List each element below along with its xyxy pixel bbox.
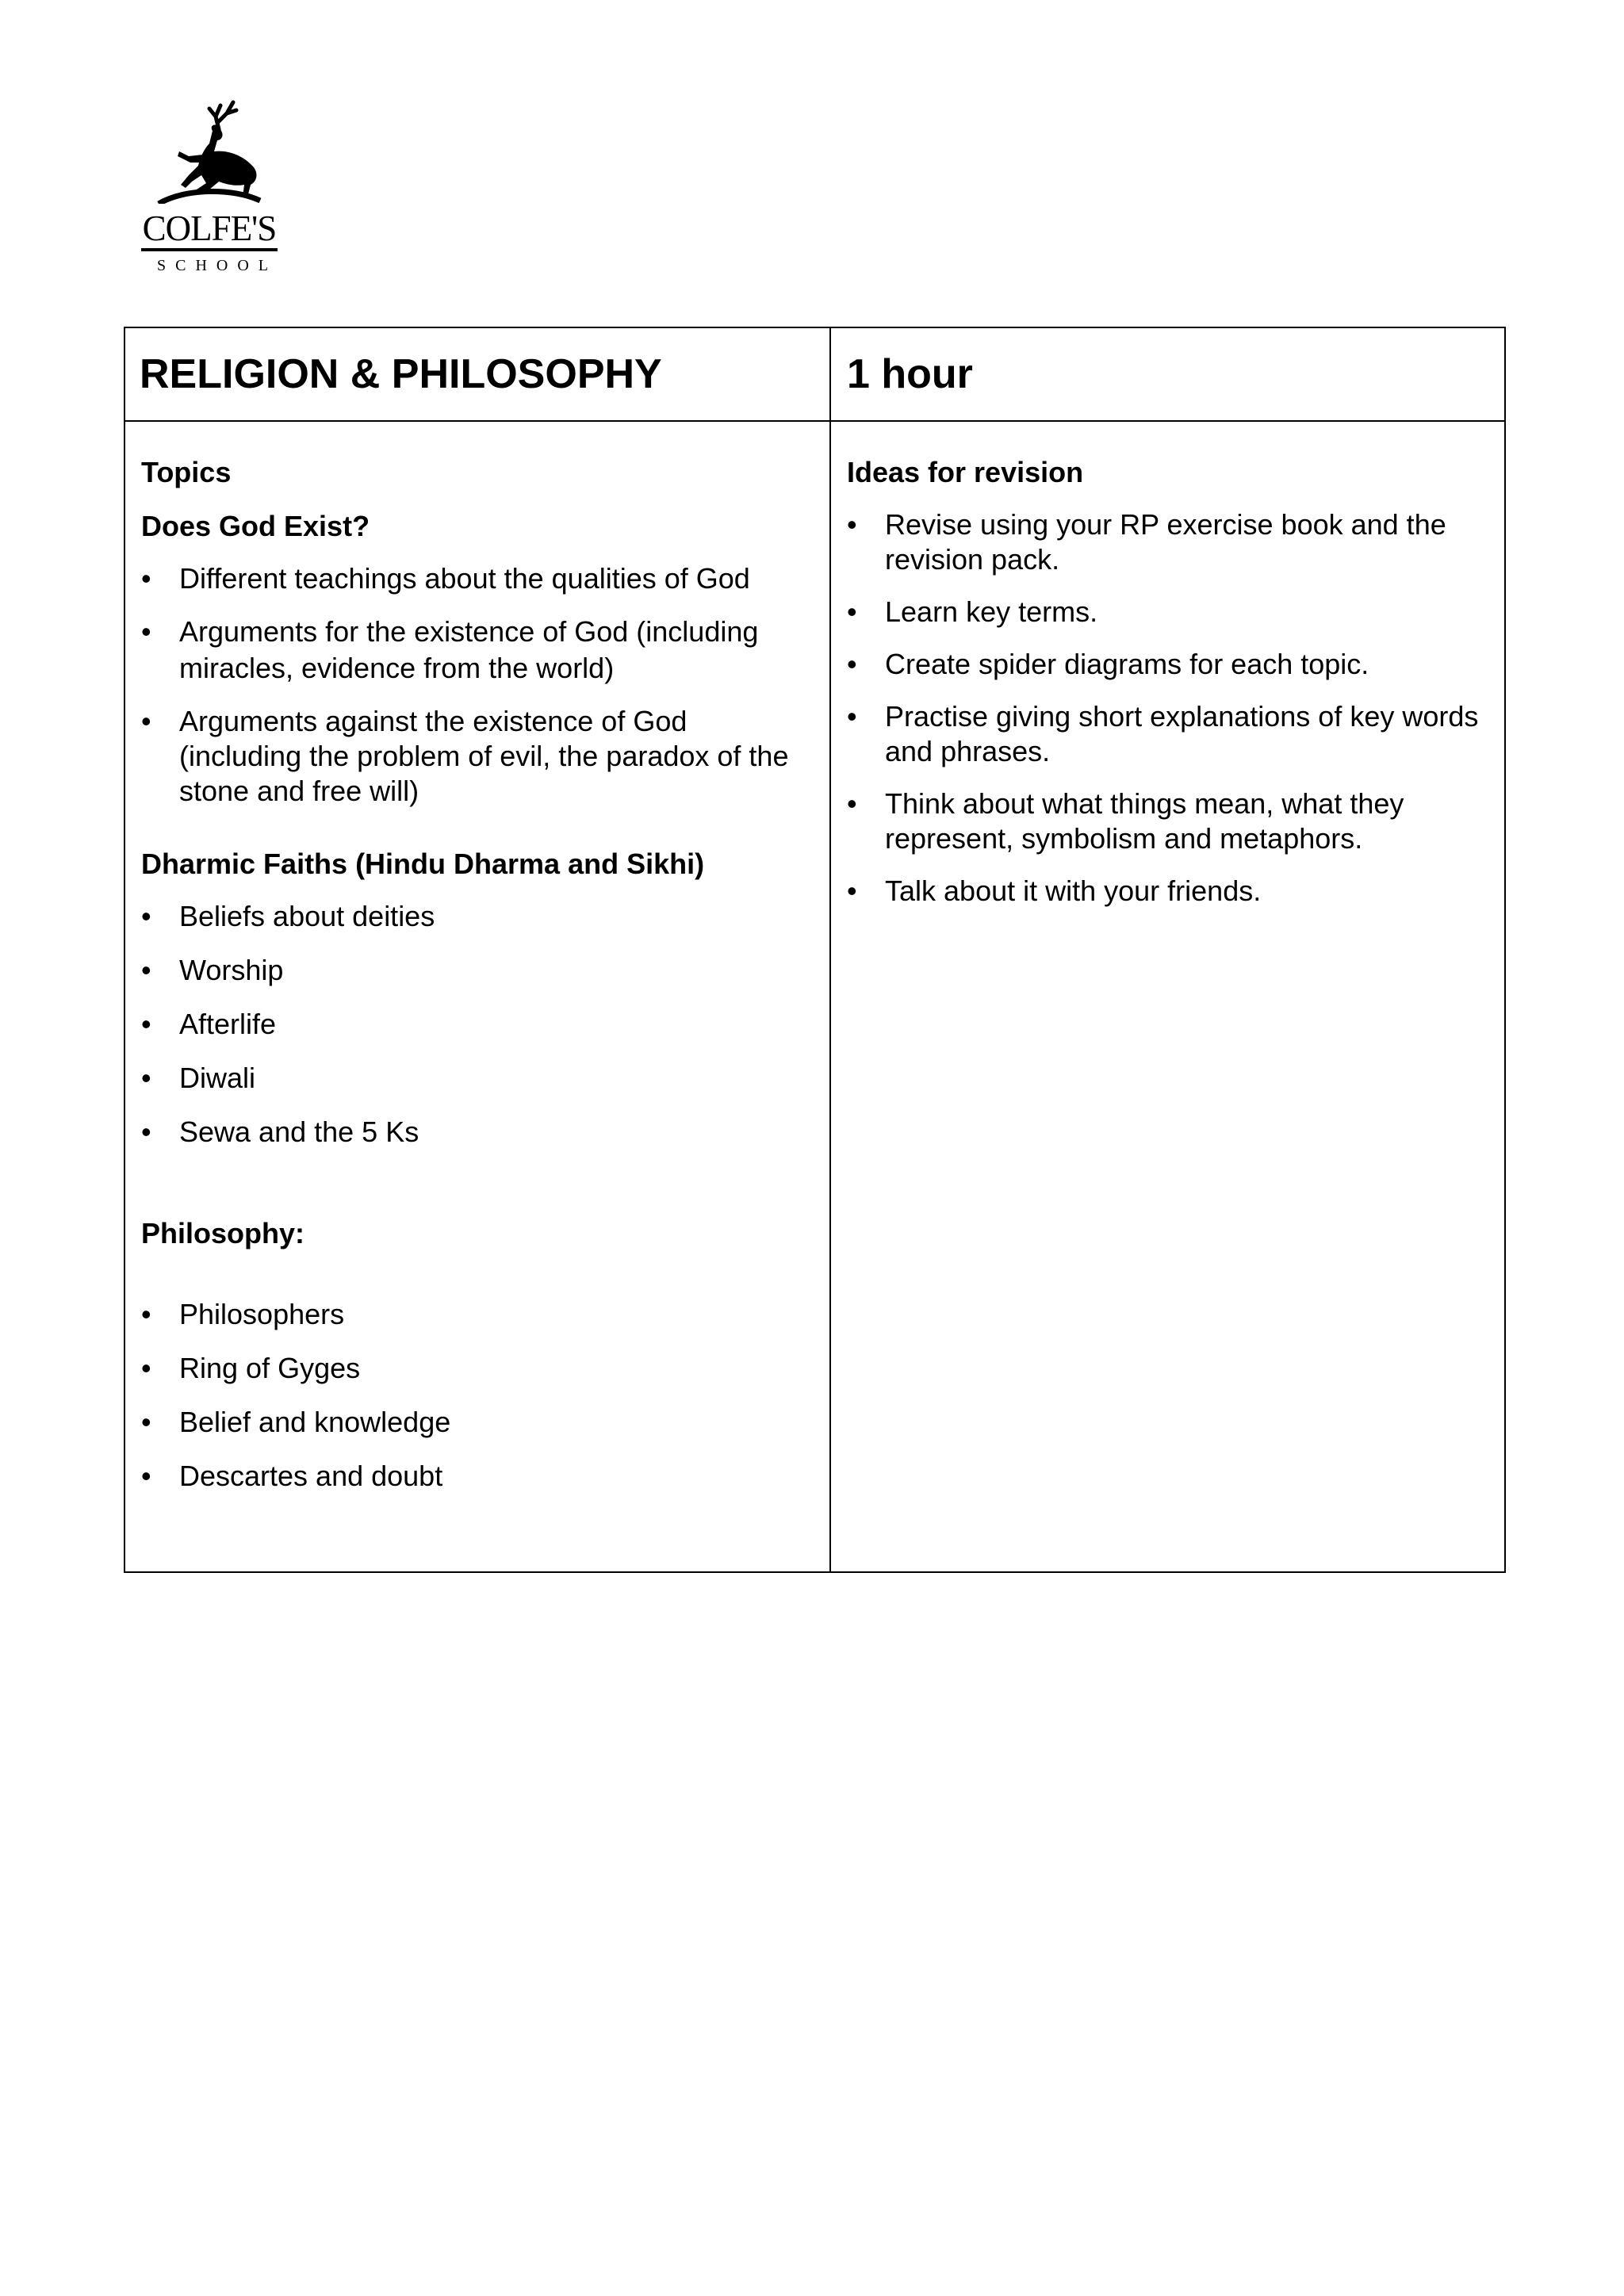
section-heading: Philosophy: [141, 1217, 304, 1249]
list-item: • Belief and knowledge [141, 1406, 451, 1438]
logo-rule [141, 248, 278, 251]
bullet-icon: • [141, 1008, 151, 1040]
list-item: • Create spider diagrams for each topic. [847, 648, 1369, 680]
list-item: • Talk about it with your friends. [847, 874, 1262, 907]
list-item: • Diwali [141, 1062, 256, 1094]
bullet-icon: • [847, 648, 857, 680]
list-item: • Think about what things mean, what they represent, symbolism and metaphors. [847, 787, 1404, 855]
bullet-icon: • [141, 900, 151, 932]
bullet-icon: • [141, 1406, 151, 1438]
bullet-icon: • [141, 1352, 151, 1384]
topic-list [141, 899, 807, 1150]
subject-title: RELIGION & PHILOSOPHY [140, 351, 662, 397]
bullet-icon: • [141, 705, 151, 737]
stag-icon [154, 99, 265, 204]
section-heading: Does God Exist? [141, 510, 370, 542]
bullet-icon: • [847, 595, 857, 628]
bullet-icon: • [847, 508, 857, 541]
list-item: • Afterlife [141, 1008, 277, 1040]
bullet-icon: • [141, 615, 151, 648]
topics-title: Topics [141, 456, 232, 488]
list-item: • Practise giving short explanations of key words and phrases. [847, 700, 1479, 767]
list-item: • Descartes and doubt [141, 1460, 443, 1492]
topic-list [141, 561, 807, 809]
list-item: • Philosophers [141, 1298, 345, 1330]
revision-column [847, 455, 1481, 909]
list-item: • Arguments for the existence of God (including miracles, evidence from the world) [141, 615, 759, 684]
header-divider [125, 420, 1504, 422]
list-item: • Worship [141, 954, 284, 986]
logo-name: COLFE'S [142, 209, 277, 248]
bullet-icon: • [847, 700, 857, 733]
list-item: • Different teachings about the qualities of God [141, 562, 750, 595]
list-item: • Learn key terms. [847, 595, 1098, 628]
list-item: • Revise using your RP exercise book and the revision pack. [847, 508, 1446, 576]
list-item: • Beliefs about deities [141, 900, 435, 932]
school-logo [136, 99, 282, 281]
bullet-icon: • [141, 1460, 151, 1492]
revision-title: Ideas for revision [847, 456, 1084, 488]
topics-column [141, 455, 807, 1494]
list-item: • Sewa and the 5 Ks [141, 1115, 419, 1148]
bullet-icon: • [847, 874, 857, 907]
list-item: • Arguments against the existence of God (including the problem of evil, the paradox of the stone and free will) [141, 705, 789, 807]
bullet-icon: • [847, 787, 857, 820]
list-item: • Ring of Gyges [141, 1352, 361, 1384]
section-heading: Dharmic Faiths (Hindu Dharma and Sikhi) [141, 848, 705, 880]
bullet-icon: • [141, 1062, 151, 1094]
bullet-icon: • [141, 1298, 151, 1330]
revision-list [847, 507, 1481, 909]
subject-table [124, 327, 1506, 1573]
bullet-icon: • [141, 1115, 151, 1148]
bullet-icon: • [141, 954, 151, 986]
column-divider [829, 328, 831, 1571]
bullet-icon: • [141, 562, 151, 595]
logo-subtitle: SCHOOL [156, 257, 278, 274]
exam-duration: 1 hour [847, 351, 973, 397]
topic-list [141, 1297, 807, 1494]
